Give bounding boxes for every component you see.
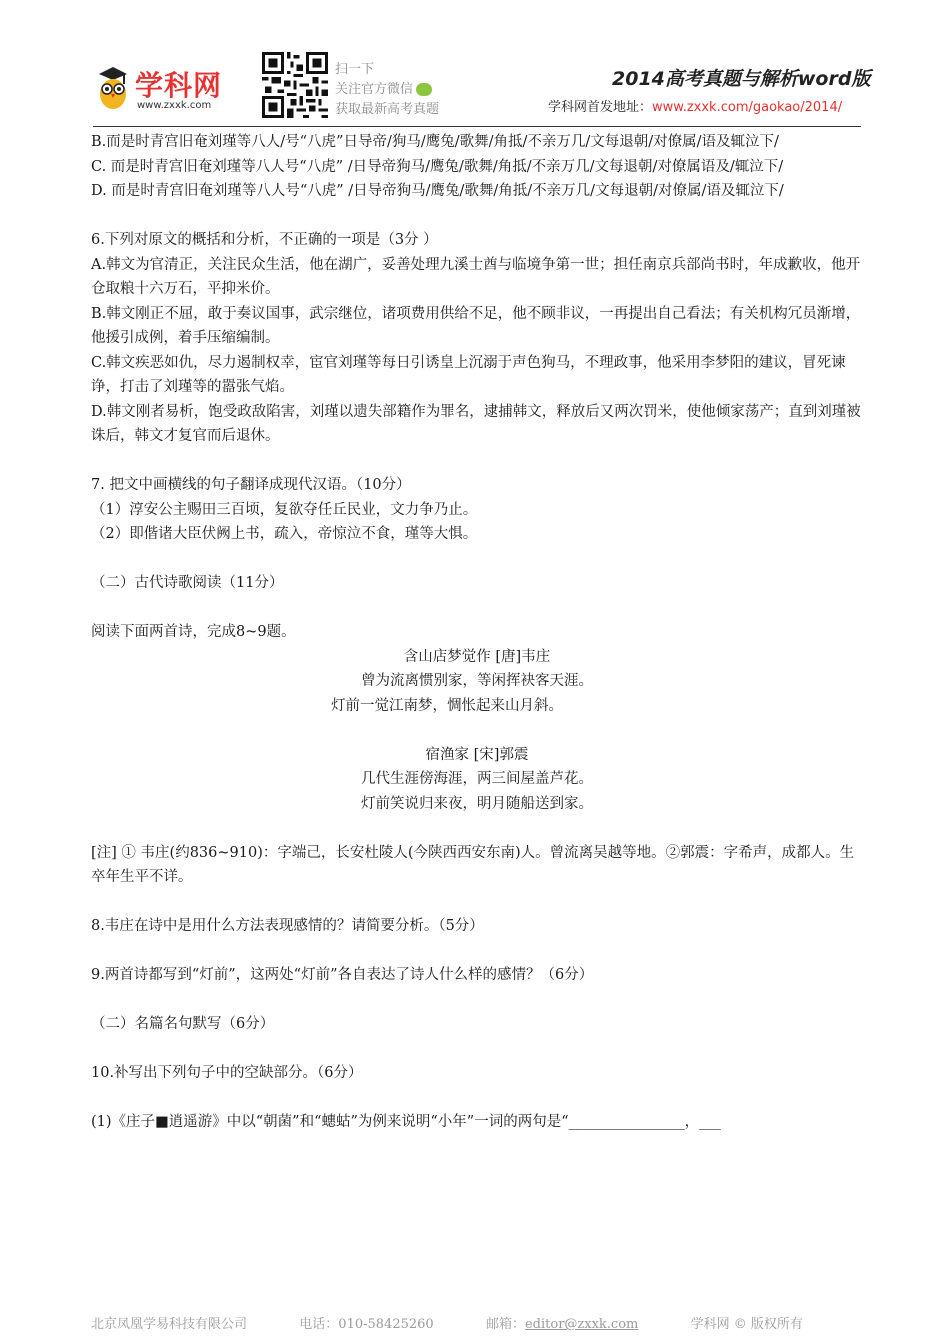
banner-sub-url[interactable]: www.zxxk.com/gaokao/2014/ bbox=[652, 100, 843, 115]
footer-copyright: 学科网 © 版权所有 bbox=[690, 1317, 803, 1332]
banner-title: 2014高考真题与解析word版 bbox=[612, 68, 871, 90]
qr-code-icon[interactable] bbox=[262, 52, 328, 118]
owl-mascot-icon bbox=[93, 64, 133, 112]
question-6: 6.下列对原文的概括和分析，不正确的一项是（3分 ） bbox=[91, 232, 438, 248]
logo-title: 学科网 bbox=[135, 69, 223, 102]
q6-option-b: B.韩文刚正不屈，敢于奏议国事，武宗继位，诸项费用供给不足，他不顾非议，一再提出自己看法；有关机构冗员渐增，他援引成例，着手压缩编制。 bbox=[91, 305, 861, 346]
q7-item-2: （2）即偕诸大臣伏阙上书，疏入，帝惊泣不食，瑾等大惧。 bbox=[91, 526, 478, 542]
section-poetry-heading: （二）古代诗歌阅读（11分） bbox=[91, 575, 284, 591]
q6-option-d: D.韩文刚者易析，饱受政敌陷害，刘瑾以遗失部籍作为罪名，逮捕韩文，释放后又两次罚米，使他倾家荡产；直到刘瑾被诛后，韩文才复官而后退休。 bbox=[91, 403, 861, 444]
exam-content bbox=[91, 130, 863, 1135]
question-9: 9.两首诗都写到“灯前”，这两处“灯前”各自表达了诗人什么样的感情？（6分） bbox=[91, 967, 594, 983]
poem-2-line-1: 几代生涯傍海涯，两三间屋盖芦花。 bbox=[361, 771, 593, 787]
q5-option-d: D. 而是时青宫旧奄刘瑾等八人号“八虎” /日导帝狗马/鹰兔/歌舞/角抵/不亲万几/文每退朝/对僚属/语及辄泣下/ bbox=[91, 183, 784, 199]
footer-email-label: 邮箱： bbox=[485, 1317, 525, 1332]
poem-2-line-2: 灯前笑说归来夜，明月随船送到家。 bbox=[361, 795, 593, 812]
banner-subtitle bbox=[548, 96, 842, 115]
q5-option-c: C. 而是时青宫旧奄刘瑾等八人号“八虎” /日导帝狗马/鹰兔/歌舞/角抵/不亲万几/文每退朝/对僚属语及/辄泣下/ bbox=[91, 158, 784, 175]
page-header bbox=[0, 0, 950, 130]
poem-1-line-2: 灯前一觉江南梦，惆怅起来山月斜。 bbox=[331, 697, 563, 714]
footer-email-link[interactable]: editor@zxxk.com bbox=[524, 1317, 639, 1332]
footer-company: 北京凤凰学易科技有限公司 bbox=[91, 1317, 248, 1332]
q10-item-1: (1)《庄子■逍遥游》中以“朝菌”和“蟪蛄”为例来说明“小年”一词的两句是“________________，___ bbox=[91, 1114, 721, 1130]
scan-line-2: 关注官方微信 bbox=[335, 82, 414, 97]
scan-line-1: 扫一下 bbox=[335, 62, 375, 77]
q7-item-1: （1）淳安公主赐田三百顷，复欲夺任丘民业，文力争乃止。 bbox=[91, 501, 478, 518]
poem-notes: [注] ① 韦庄(约836~910)：字端己，长安杜陵人(今陕西西安东南)人。曾流离吴越等地。②郭震：字希声，成都人。生卒年生平不详。 bbox=[91, 844, 855, 885]
q5-option-b: B.而是时青宫旧奄刘瑾等八人/号“八虎”日导帝/狗马/鹰兔/歌舞/角抵/不亲万几/文每退朝/对僚属/语及辄泣下/ bbox=[91, 134, 779, 150]
question-10: 10.补写出下列句子中的空缺部分。（6分） bbox=[91, 1065, 363, 1081]
q6-option-a: A.韩文为官清正，关注民众生活，他在湖广，妥善处理九溪士酋与临境争第一世；担任南京兵部尚书时，年成歉收，他开仓取粮十六万石，平抑米价。 bbox=[91, 256, 861, 297]
banner-sub-label: 学科网首发地址： bbox=[548, 100, 653, 115]
scan-instructions bbox=[335, 60, 439, 120]
q6-option-c: C.韩文疾恶如仇，尽力遏制权幸，宦官刘瑾等每日引诱皇上沉溺于声色狗马，不理政事，他采用李梦阳的建议，冒死谏诤，打击了刘瑾等的嚣张气焰。 bbox=[91, 354, 846, 395]
reading-instruction: 阅读下面两首诗，完成8~9题。 bbox=[91, 624, 296, 640]
footer-phone: 电话：010-58425260 bbox=[299, 1317, 434, 1332]
scan-line-3: 获取最新高考真题 bbox=[335, 102, 440, 117]
page-footer bbox=[91, 1313, 863, 1332]
question-8: 8.韦庄在诗中是用什么方法表现感情的？请简要分析。（5分） bbox=[91, 918, 484, 934]
section-recitation-heading: （二）名篇名句默写（6分） bbox=[91, 1016, 275, 1032]
logo-url: www.zxxk.com bbox=[137, 100, 212, 111]
poem-2-title: 宿渔家 [宋]郭震 bbox=[425, 746, 529, 763]
zxxk-logo[interactable] bbox=[93, 58, 233, 118]
poem-1-title: 含山店梦觉作 [唐]韦庄 bbox=[403, 648, 551, 665]
wechat-icon bbox=[416, 83, 432, 96]
poem-1-line-1: 曾为流离惯别家，等闲挥袂客天涯。 bbox=[361, 673, 593, 689]
header-divider bbox=[93, 126, 861, 127]
question-7: 7. 把文中画横线的句子翻译成现代汉语。（10分） bbox=[91, 477, 411, 493]
